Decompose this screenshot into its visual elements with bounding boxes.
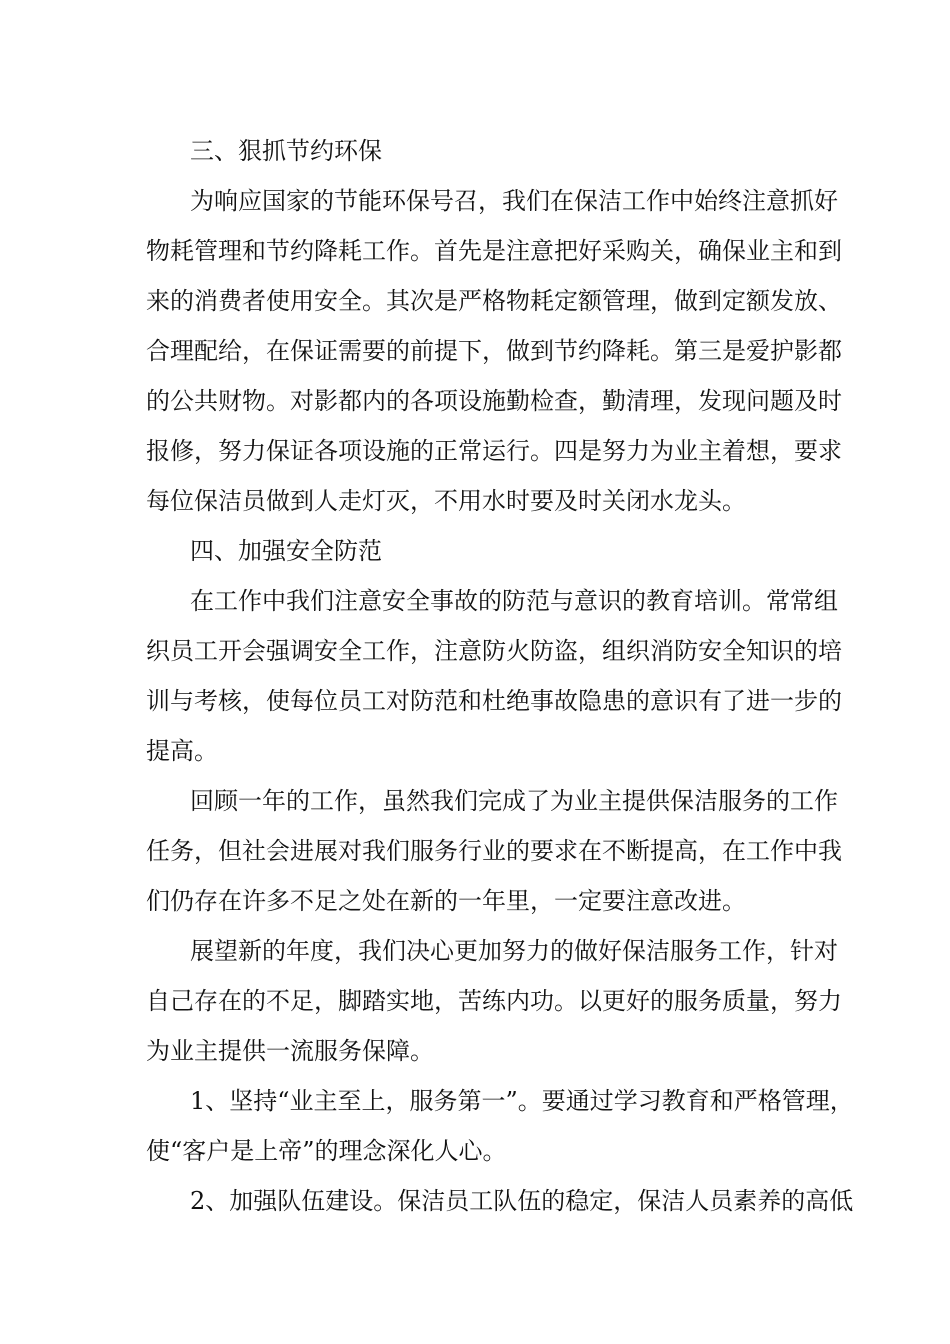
- paragraph-line: 们仍存在许多不足之处在新的一年里，一定要注意改进。: [146, 887, 746, 915]
- list-item-1: 1、坚持“业主至上，服务第一”。要通过学习教育和严格管理，: [190, 1087, 854, 1115]
- paragraph-line: 合理配给，在保证需要的前提下，做到节约降耗。第三是爱护影都: [146, 337, 842, 365]
- paragraph-line: 来的消费者使用安全。其次是严格物耗定额管理，做到定额发放、: [146, 287, 842, 315]
- paragraph-line: 展望新的年度，我们决心更加努力的做好保洁服务工作，针对: [190, 937, 838, 965]
- paragraph-line: 织员工开会强调安全工作，注意防火防盗，组织消防安全知识的培: [146, 637, 842, 665]
- paragraph-line: 使“客户是上帝”的理念深化人心。: [146, 1137, 507, 1165]
- paragraph-line: 在工作中我们注意安全事故的防范与意识的教育培训。常常组: [190, 587, 838, 615]
- paragraph-line: 为业主提供一流服务保障。: [146, 1037, 434, 1065]
- paragraph-line: 自己存在的不足，脚踏实地，苦练内功。以更好的服务质量，努力: [146, 987, 842, 1015]
- paragraph-line: 任务，但社会进展对我们服务行业的要求在不断提高，在工作中我: [146, 837, 842, 865]
- paragraph-line: 提高。: [146, 737, 218, 765]
- paragraph-line: 训与考核，使每位员工对防范和杜绝事故隐患的意识有了进一步的: [146, 687, 842, 715]
- list-item-2: 2、加强队伍建设。保洁员工队伍的稳定，保洁人员素养的高低: [190, 1187, 854, 1215]
- paragraph-line: 回顾一年的工作，虽然我们完成了为业主提供保洁服务的工作: [190, 787, 838, 815]
- paragraph-line: 报修，努力保证各项设施的正常运行。四是努力为业主着想，要求: [146, 437, 842, 465]
- paragraph-line: 的公共财物。对影都内的各项设施勤检查，勤清理，发现问题及时: [146, 387, 842, 415]
- section-heading-4: 四、加强安全防范: [190, 537, 382, 565]
- paragraph-line: 物耗管理和节约降耗工作。首先是注意把好采购关，确保业主和到: [146, 237, 842, 265]
- paragraph-line: 每位保洁员做到人走灯灭，不用水时要及时关闭水龙头。: [146, 487, 746, 515]
- section-heading-3: 三、狠抓节约环保: [190, 137, 382, 165]
- paragraph-line: 为响应国家的节能环保号召，我们在保洁工作中始终注意抓好: [190, 187, 838, 215]
